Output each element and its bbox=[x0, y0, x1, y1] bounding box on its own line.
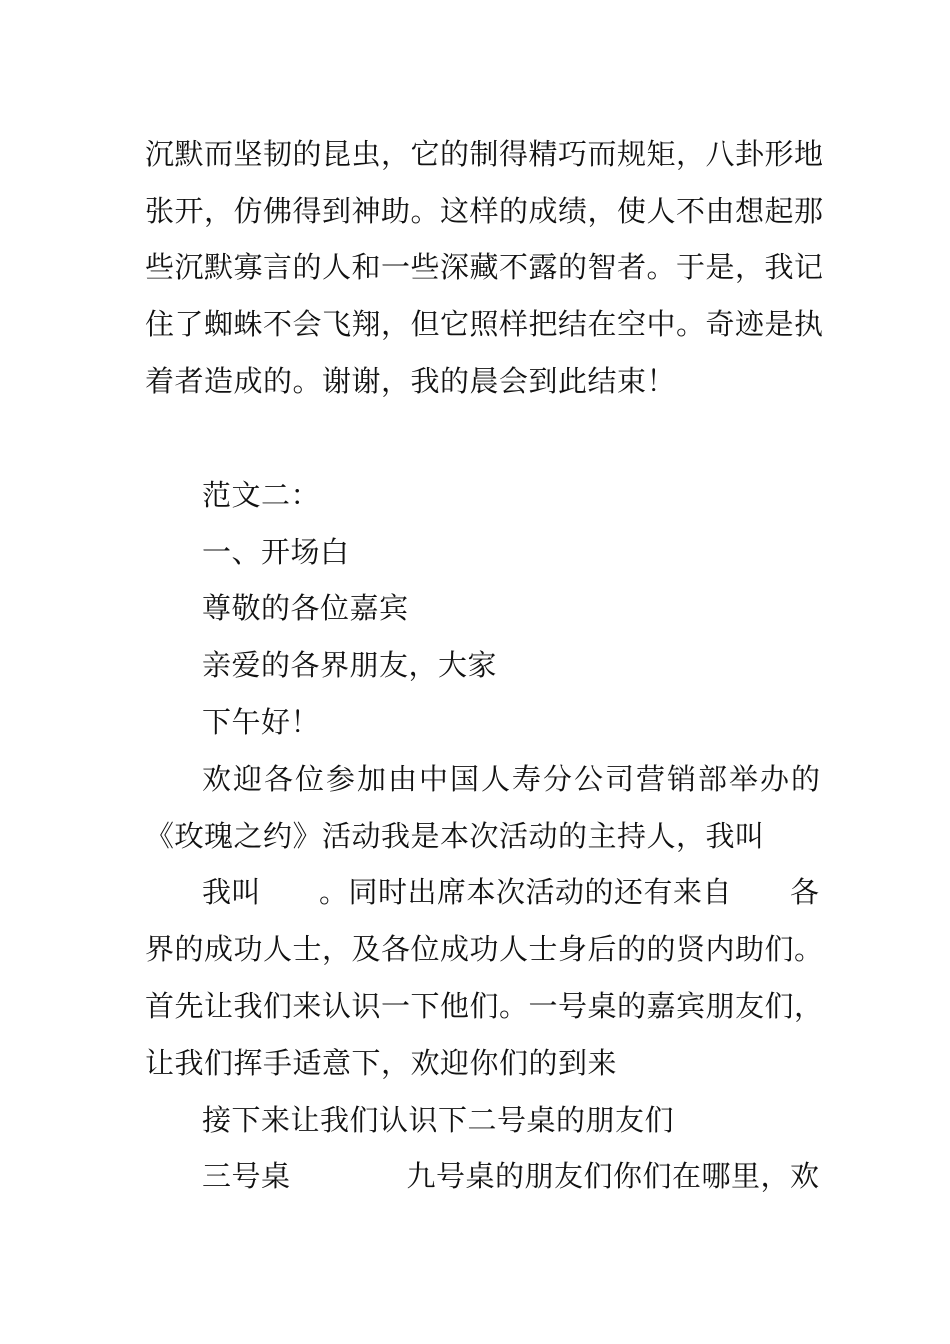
paragraph-line: 让我们挥手适意下，欢迎你们的到来 bbox=[145, 1046, 618, 1080]
paragraph-line: 些沉默寡言的人和一些深藏不露的智者。于是，我记 bbox=[145, 250, 824, 284]
text-fragment: 各 bbox=[790, 875, 820, 909]
paragraph-line: 首先让我们来认识一下他们。一号桌的嘉宾朋友们， bbox=[145, 989, 824, 1023]
paragraph-line: 接下来让我们认识下二号桌的朋友们 bbox=[202, 1103, 675, 1137]
text-fragment: 。同时出席本次活动的还有来自 bbox=[319, 875, 733, 909]
greeting-line: 尊敬的各位嘉宾 bbox=[202, 591, 409, 625]
section-subheading: 一、开场白 bbox=[202, 535, 350, 569]
intro-line: 欢迎各位参加由中国人寿分公司营销部举办的 bbox=[202, 762, 823, 796]
paragraph-line: 沉默而坚韧的昆虫，它的制得精巧而规矩，八卦形地 bbox=[145, 137, 824, 171]
table-line bbox=[202, 1156, 822, 1196]
intro-line: 《玫瑰之约》活动我是本次活动的主持人，我叫 bbox=[145, 819, 765, 853]
paragraph-line: 界的成功人士，及各位成功人士身后的的贤内助们。 bbox=[145, 932, 824, 966]
text-fragment: 三号桌 bbox=[202, 1159, 291, 1193]
greeting-line: 亲爱的各界朋友，大家 bbox=[202, 648, 498, 682]
text-fragment: 我叫 bbox=[202, 875, 262, 909]
text-fragment: 九号桌的朋友们你们在哪里，欢 bbox=[406, 1159, 820, 1193]
paragraph-line: 张开，仿佛得到神助。这样的成绩，使人不由想起那 bbox=[145, 194, 824, 228]
attendee-line bbox=[202, 872, 822, 912]
paragraph-line: 着者造成的。谢谢，我的晨会到此结束！ bbox=[145, 364, 677, 398]
greeting-line: 下午好！ bbox=[202, 705, 321, 739]
section-heading: 范文二： bbox=[202, 478, 321, 512]
paragraph-line: 住了蜘蛛不会飞翔，但它照样把结在空中。奇迹是执 bbox=[145, 307, 824, 341]
